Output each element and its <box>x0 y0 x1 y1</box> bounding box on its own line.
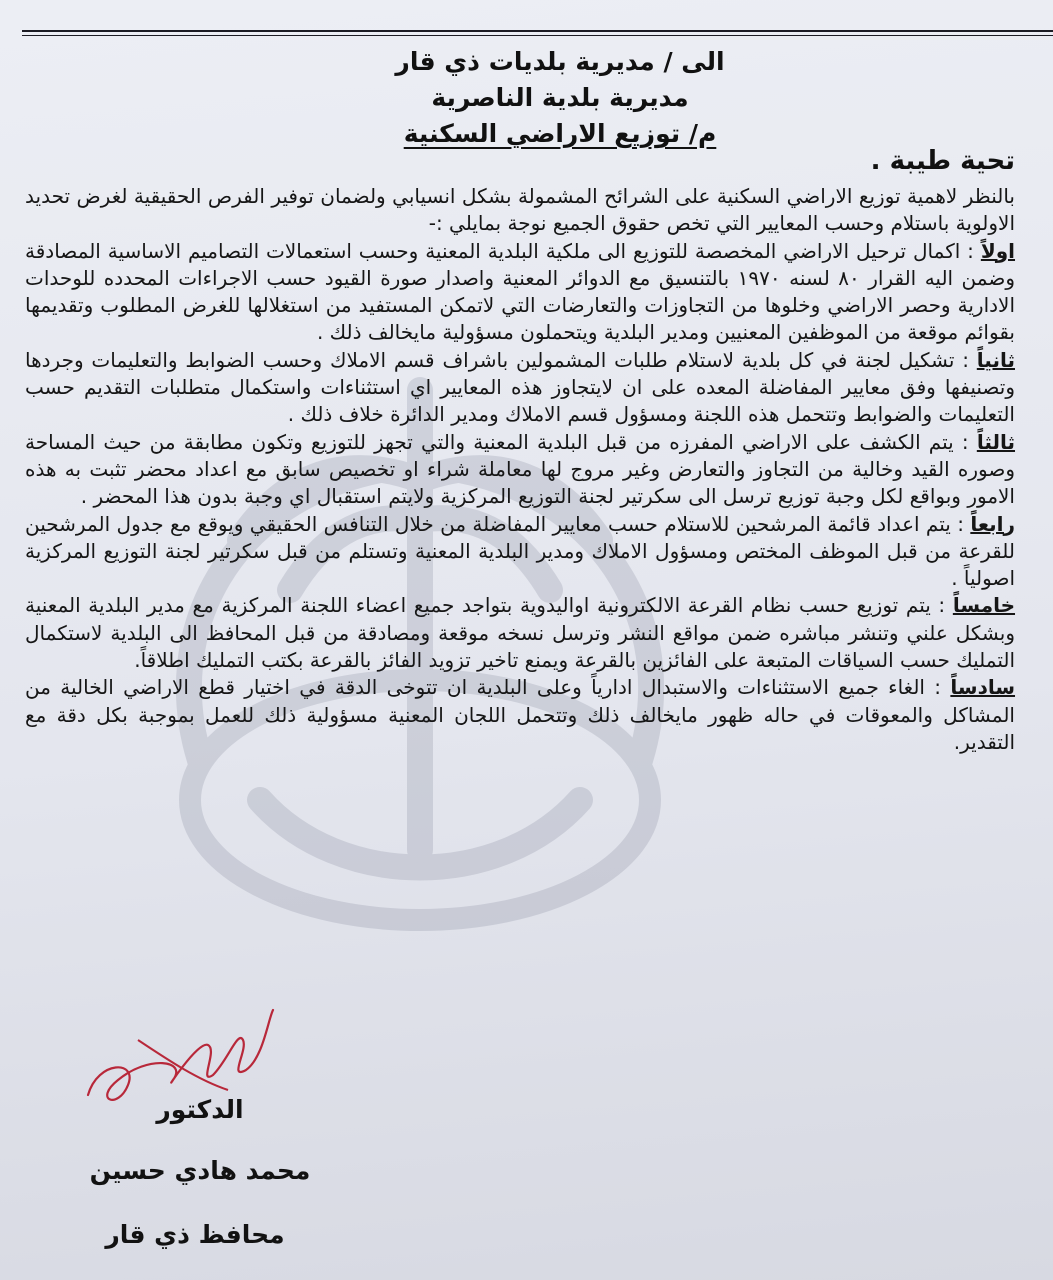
item-lead: ثالثاً <box>976 429 1016 454</box>
recipient-line: الى / مديرية بلديات ذي قار <box>395 47 725 76</box>
signer-title: الدكتور <box>156 1095 244 1124</box>
item-text: : يتم الكشف على الاراضي المفرزه من قبل البلدية المعنية والتي تجهز للتوزيع وتكون مطابقة من حيث المساحة وصوره القيد وخالية من التجاوز والتعارض وغير مروج لها معاملة شراء او تخصيص سابق مع اعداد محضر تثبت به هذه الامور وبواقع لكل وجبة توزيع ترسل الى سكرتير لجنة التوزيع المركزية ولايتم استقبال اي وجبة بدون هذا المحضر . <box>25 429 1015 509</box>
letter-body <box>25 183 1015 756</box>
subject-line: م/ توزيع الاراضي السكنية <box>403 119 717 148</box>
greeting: تحية طيبة . <box>870 146 1015 176</box>
letter-header <box>300 44 820 152</box>
item-paragraph <box>25 238 1015 347</box>
item-lead: خامساً <box>952 593 1016 618</box>
item-paragraph <box>25 511 1015 593</box>
item-text: : تشكيل لجنة في كل بلدية لاستلام طلبات المشمولين باشراف قسم الاملاك وحسب الضوابط والتعليمات وجردها وتصنيفها وفق معايير المفاضلة المعده على ان لايتجاوز هذه المعايير اي استثناءات واستكمال متطلبات التقديم حسب التعليمات والضوابط وتتحمل هذه اللجنة ومسؤول قسم الاملاك ومدير الدائرة خلاف ذلك . <box>25 347 1015 427</box>
item-lead: سادساً <box>950 675 1016 700</box>
item-lead: ثانياً <box>976 347 1015 372</box>
item-text: : يتم توزيع حسب نظام القرعة الالكترونية اواليدوية بتواجد جميع اعضاء اللجنة المركزية مع مدير البلدية المعنية وبشكل علني وتنشر مباشره ضمن مواقع النشر وترسل نسخه موقعة ومصادقة من قبل المحافظ الى البلدية لاستكمال التمليك حسب السياقات المتبعة على الفائزين بالقرعة ويمنع تاخير تزويد الفائز بالقرعة بكتب التمليك اطلاقاً. <box>25 593 1015 673</box>
item-text: : اكمال ترحيل الاراضي المخصصة للتوزيع الى ملكية البلدية المعنية وحسب استعمالات التصاميم الاساسية المصادقة وضمن اليه القرار ٨٠ لسنه ١٩٧٠ بالتنسيق مع الدوائر المعنية واصدار صورة القيود حسب الاجراءات المحدده للوحدات الادارية وحصر الاراضي وخلوها من التجاوزات والتعارضات التي لاتمكن المستفيد من استغلالها للغرض المطلوب وتقديمها بقوائم موقعة من الموظفين المعنيين ومدير البلدية ويتحملون مسؤولية مايخالف ذلك . <box>25 238 1015 345</box>
item-text: : يتم اعداد قائمة المرشحين للاستلام حسب معايير المفاضلة من خلال التنافس الحقيقي ويوقع مع جدول المرشحين للقرعة من قبل الموظف المختص ومسؤول الاملاك ومدير البلدية المعنية وتستلم من قبل سكرتير لجنة التوزيع المركزية اصولياً . <box>25 511 1015 591</box>
item-paragraph <box>25 674 1015 756</box>
intro-paragraph: بالنظر لاهمية توزيع الاراضي السكنية على الشرائح المشمولة بشكل انسيابي ولضمان توفير الفرص الحقيقية لغرض تحديد الاولوية باستلام وحسب المعايير التي تخص حقوق الجميع نوجة بمايلي :- <box>25 184 1015 236</box>
item-paragraph <box>25 592 1015 674</box>
header-rule <box>22 30 1053 34</box>
item-paragraph <box>25 347 1015 429</box>
signer-position: محافظ ذي قار <box>105 1220 285 1249</box>
signer-name: محمد هادي حسين <box>89 1156 311 1185</box>
item-paragraph <box>25 429 1015 511</box>
item-text: : الغاء جميع الاستثناءات والاستبدال ادارياً وعلى البلدية ان تتوخى الدقة في اختيار قطع الاراضي الخالية من المشاكل والمعوقات في حاله ظهور مايخالف ذلك وتتحمل اللجان المعنية مسؤولية ذلك للعمل بموجبة بكل دقة مع التقدير. <box>25 675 1015 754</box>
department-line: مديرية بلدية الناصرية <box>431 83 689 112</box>
item-lead: رابعاً <box>970 511 1016 536</box>
item-lead: اولاً <box>980 238 1016 263</box>
